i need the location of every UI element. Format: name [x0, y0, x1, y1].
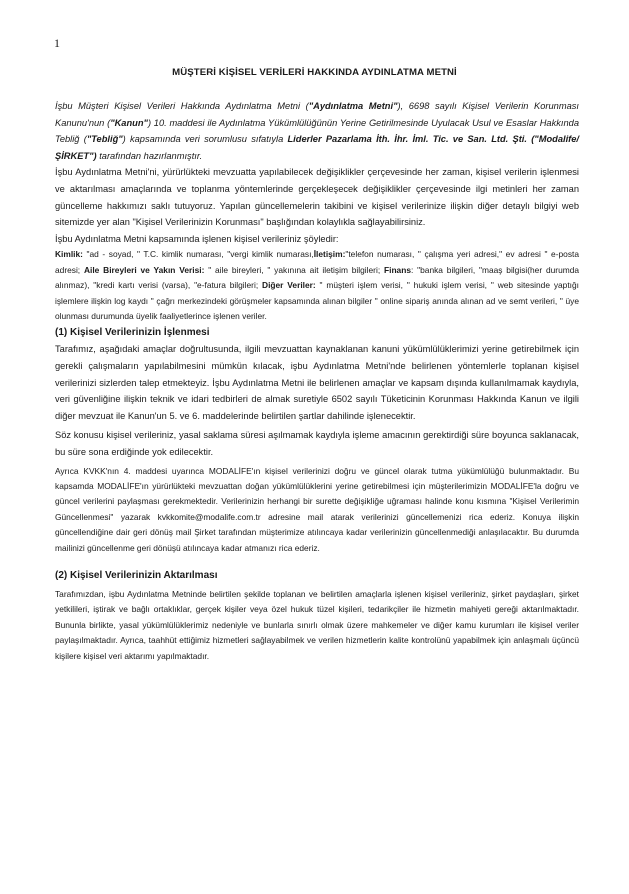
section1-paragraph-2: Söz konusu kişisel verileriniz, yasal saklama süresi aşılmamak kaydıyla işleme amacının gerektirdiği süre boyunca saklanacak, bu süre sona erdiğinde yok edilecektir. [55, 430, 579, 457]
section1-heading: (1) Kişisel Verilerinizin İşlenmesi [55, 327, 210, 339]
section2-paragraph-1: Tarafımızdan, işbu Aydınlatma Metninde belirtilen şekilde toplanan ve belirtilen amaçlarla işlenen kişisel verileriniz, şirket paydaşları, şirket yetkilileri, iştirak ve bağlı ortaklıklar, gerçek kişiler veya özel hukuk tüzel kişileri, tedarikçiler ile hizmetin mahiyeti gereği aktarılmaktadır. Bununla birlikte, yasal yükümlülüklerimiz nedeniyle ve bunlarla sınırlı olmak üzere mahkemeler ve diğer kamu kurumları ile kişisel veriler paylaşılmaktadır. Ayrıca, taahhüt ettiğimiz hizmetleri sağlayabilmek ve verilen hizmetlerin kalite kontrolünü yapabilmek için anlaşmalı üçüncü kişilere kişisel veri aktarımı yapılmaktadır. [55, 588, 579, 661]
page-number: 1 [54, 36, 60, 50]
section2-heading: (2) Kişisel Verilerinizin Aktarılması [55, 569, 218, 581]
document-title: MÜŞTERİ KİŞİSEL VERİLERİ HAKKINDA AYDINLATMA METNİ [172, 67, 457, 78]
update-paragraph: İşbu Aydınlatma Metni'ni, yürürlükteki mevzuatta yapılabilecek değişiklikler çerçevesinde her zaman, kişisel verilerin işlenmesi ve aktarılması amaçlarında ve toplanma yöntemlerinde gerçekleşecek değişiklikler çerçevesinde ilgi metinleri her zaman güncelleme hakkımızı saklı tutuyoruz. Yapılan güncellemelerin takibini ve kişisel verilerinize ilişkin diğer detaylı bilgiyi web sitemizde yer alan "Kişisel Verilerinizin Korunması" başlığından kolaylıkla sağlayabilirsiniz. [55, 167, 579, 228]
section1-paragraph-3: Ayrıca KVKK'nın 4. maddesi uyarınca MODALİFE'ın kişisel verilerinizi doğru ve güncel olarak tutma yükümlülüğü bulunmaktadır. Bu kapsamda MODALİFE'ın yürürlükteki mevzuattan doğan yükümlülüklerini yerine getirebilmesi için müşterilerimizin MODALİFE'la doğru ve güncel verilerini paylaşması gerekmektedir. Verilerinizin herhangi bir surette değişikliğe uğraması halinde konu kısmına "Kişisel Verilerimin Güncellenmesi" yazarak kvkkomite@modalife.com.tr adresine mail atarak verilerinizi güncellemenizi rica ederiz. Konuya ilişkin güncellendiğine dair geri dönüş mail Şirket tarafından müşterimize atılıncaya kadar verilerinizin güncellenmediği anlaşılacaktır. Bu durumda mailinizi güncellenme geri dönüşü atılıncaya kadar atmanızı rica ederiz. [55, 465, 579, 553]
document-body [55, 98, 579, 664]
intro-paragraph: İşbu Müşteri Kişisel Verileri Hakkında Aydınlatma Metni ("Aydınlatma Metni"), 6698 sayılı Kişisel Verilerin Korunması Kanunu'nun ("Kanun") 10. maddesi ile Aydınlatma Yükümlülüğünün Yerine Getirilmesinde Uyulacak Usul ve Esaslar Hakkında Tebliğ ("Tebliğ") kapsamında veri sorumlusu sıfatıyla Liderler Pazarlama İth. İhr. İml. Tic. ve San. Ltd. Şti. ("Modalife/ŞİRKET") tarafından hazırlanmıştır. [55, 101, 580, 161]
section1-paragraph-1: Tarafımız, aşağıdaki amaçlar doğrultusunda, ilgili mevzuattan kaynaklanan kanuni yükümlülüklerimizi yerine getirebilmek için gerekli çalışmaların yapılabilmesini mümkün kılacak, işbu Aydınlatma Metni'nde belirlenen yöntemlerle toplanan kişisel verilerinizi sizlerden talep etmekteyiz. İşbu Aydınlatma Metni ile belirlenen amaçlar ve kapsam dışında kullanılmamak kaydıyla, veri güvenliğine ilişkin teknik ve idari tedbirleri de almak suretiyle 6502 sayılı Tüketicinin Korunması Hakkında Kanun ve ilgili diğer mevzuat ile Kanun'un 5. ve 6. maddelerinde belirtilen şartlar dahilinde işlenecektir. [55, 344, 579, 421]
scope-paragraph: İşbu Aydınlatma Metni kapsamında işlenen kişisel verileriniz şöyledir: [55, 233, 339, 244]
personal-data-list: Kimlik: "ad - soyad, " T.C. kimlik numarası, "vergi kimlik numarası,İletişim:"telefon numarası, " çalışma yeri adresi," ev adresi " e-posta adresi; Aile Bireyleri ve Yakın Verisi: " aile bireyleri, " yakınına ait iletişim bilgileri; Finans: "banka bilgileri, "maaş bilgisi(her durumda alınmaz), "kredi kartı verisi (varsa), "e-fatura bilgileri; Diğer Veriler: " müşteri işlem verisi, " hukuki işlem verisi, " web sitesinde yaptığı işlemlere ilişkin log kaydı " çağrı merkezindeki görüşmeler kapsamında alınan bilgiler " online sipariş anında alınan ad ve semt verileri, " üye olunması durumunda üyelik faaliyetlerince işlenen veriler. [55, 249, 580, 321]
